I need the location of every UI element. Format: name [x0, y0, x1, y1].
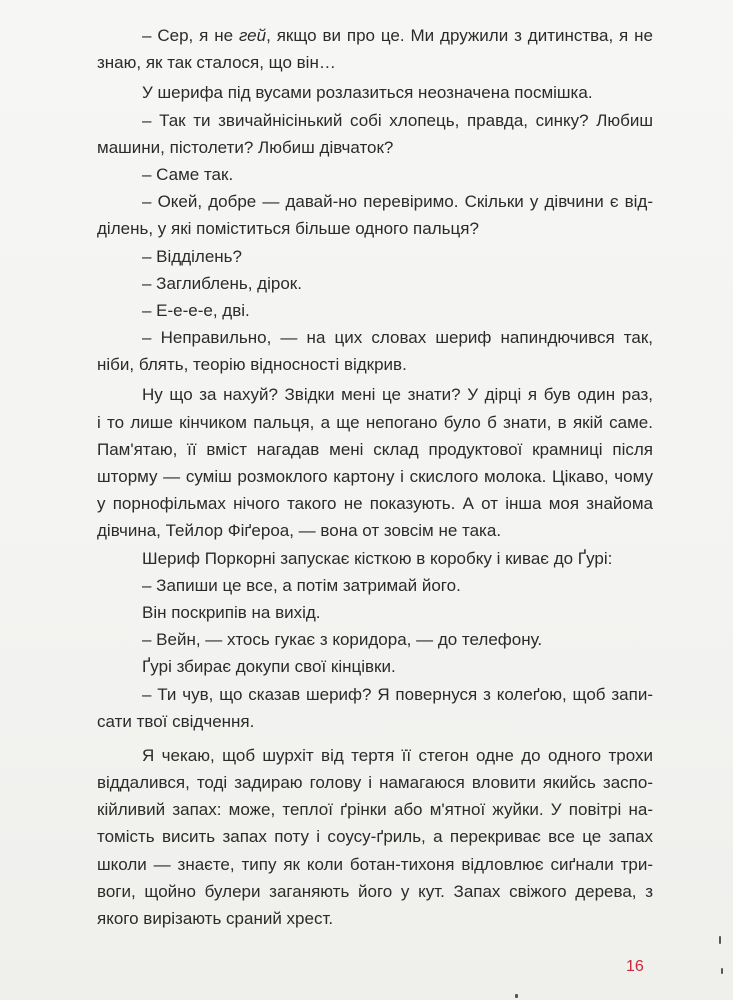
body-text — [97, 22, 653, 932]
text-line: і то лише кінчиком пальця, а ще непогано було б знати, в якій саме. — [97, 412, 653, 432]
text-line: ніби, блять, теорію відносності відкрив. — [97, 355, 407, 375]
text-line: – Відділень? — [142, 246, 242, 266]
text-line: Ну що за нахуй? Звідки мені це знати? У дірці я був один раз, — [142, 385, 653, 405]
text-line: – Вейн, — хтось гукає з коридора, — до телефону. — [142, 630, 543, 650]
text-line: Пам'ятаю, її вміст нагадав мені склад продуктової крамниці після — [97, 439, 653, 459]
text-line: – Ти чув, що сказав шериф? Я повернуся з колеґою, щоб запи- — [142, 684, 653, 704]
text-line: воги, щойно булери заганяють його у кут. Запах свіжого дерева, з — [97, 881, 653, 901]
text-line: Він поскрипів на вихід. — [142, 602, 321, 622]
page-number: 16 — [626, 958, 644, 975]
text-line: – Заглиблень, дірок. — [142, 273, 302, 293]
text-line: у порнофільмах нічого такого не показують. А от інша моя знайома — [97, 494, 653, 514]
text-line: машини, пістолети? Любиш дівчаток? — [97, 137, 394, 157]
text-line: – Сер, я не гей, якщо ви про це. Ми дружили з дитинства, я не — [142, 26, 653, 45]
text-line: дівчина, Тейлор Фіґероа, — вона от зовсім не така. — [97, 521, 502, 541]
text-line: – Неправильно, — на цих словах шериф напиндючився так, — [142, 328, 653, 348]
text-line: – Саме так. — [142, 164, 234, 184]
text-line: – Е-е-е-е, дві. — [142, 300, 250, 320]
text-line: шторму — суміш розмоклого картону і скислого молока. Цікаво, чому — [97, 467, 653, 486]
scan-edge-mark — [719, 936, 721, 944]
scan-edge-mark — [721, 968, 723, 974]
text-line: якого вирізають сраний хрест. — [97, 909, 334, 928]
text-line: Я чекаю, щоб шурхіт від тертя її стегон одне до одного трохи — [142, 745, 653, 765]
text-line: школи — знаєте, типу як коли ботан-тихоня відловлює сиґнали три- — [97, 854, 653, 874]
text-line: У шерифа під вусами розлазиться неозначена посмішка. — [142, 83, 593, 103]
text-line: ділень, у які поміститься більше одного пальця? — [97, 219, 479, 239]
text-line: знаю, як так сталося, що він… — [97, 53, 336, 73]
text-line: томість висить запах поту і соусу-ґриль, а перекриває все це запах — [97, 827, 653, 847]
text-line: віддалився, тоді задираю голову і намагаюся вловити якийсь заспо- — [97, 773, 653, 793]
text-line: – Так ти звичайнісінький собі хлопець, правда, синку? Любиш — [142, 110, 653, 130]
text-line: кійливий запах: може, теплої ґрінки або м'ятної жуйки. У повітрі на- — [97, 800, 653, 820]
scan-edge-mark — [515, 994, 518, 998]
text-line: – Запиши це все, а потім затримай його. — [142, 575, 461, 595]
text-line: Ґурі збирає докупи свої кінцівки. — [142, 657, 396, 677]
emphasis: гей — [238, 26, 267, 45]
text-line: – Окей, добре — давай-но перевіримо. Скільки у дівчини є від- — [142, 192, 653, 212]
text-line: сати твої свідчення. — [97, 711, 255, 731]
text-line: Шериф Поркорні запускає кісткою в коробку і киває до Ґурі: — [142, 548, 613, 568]
